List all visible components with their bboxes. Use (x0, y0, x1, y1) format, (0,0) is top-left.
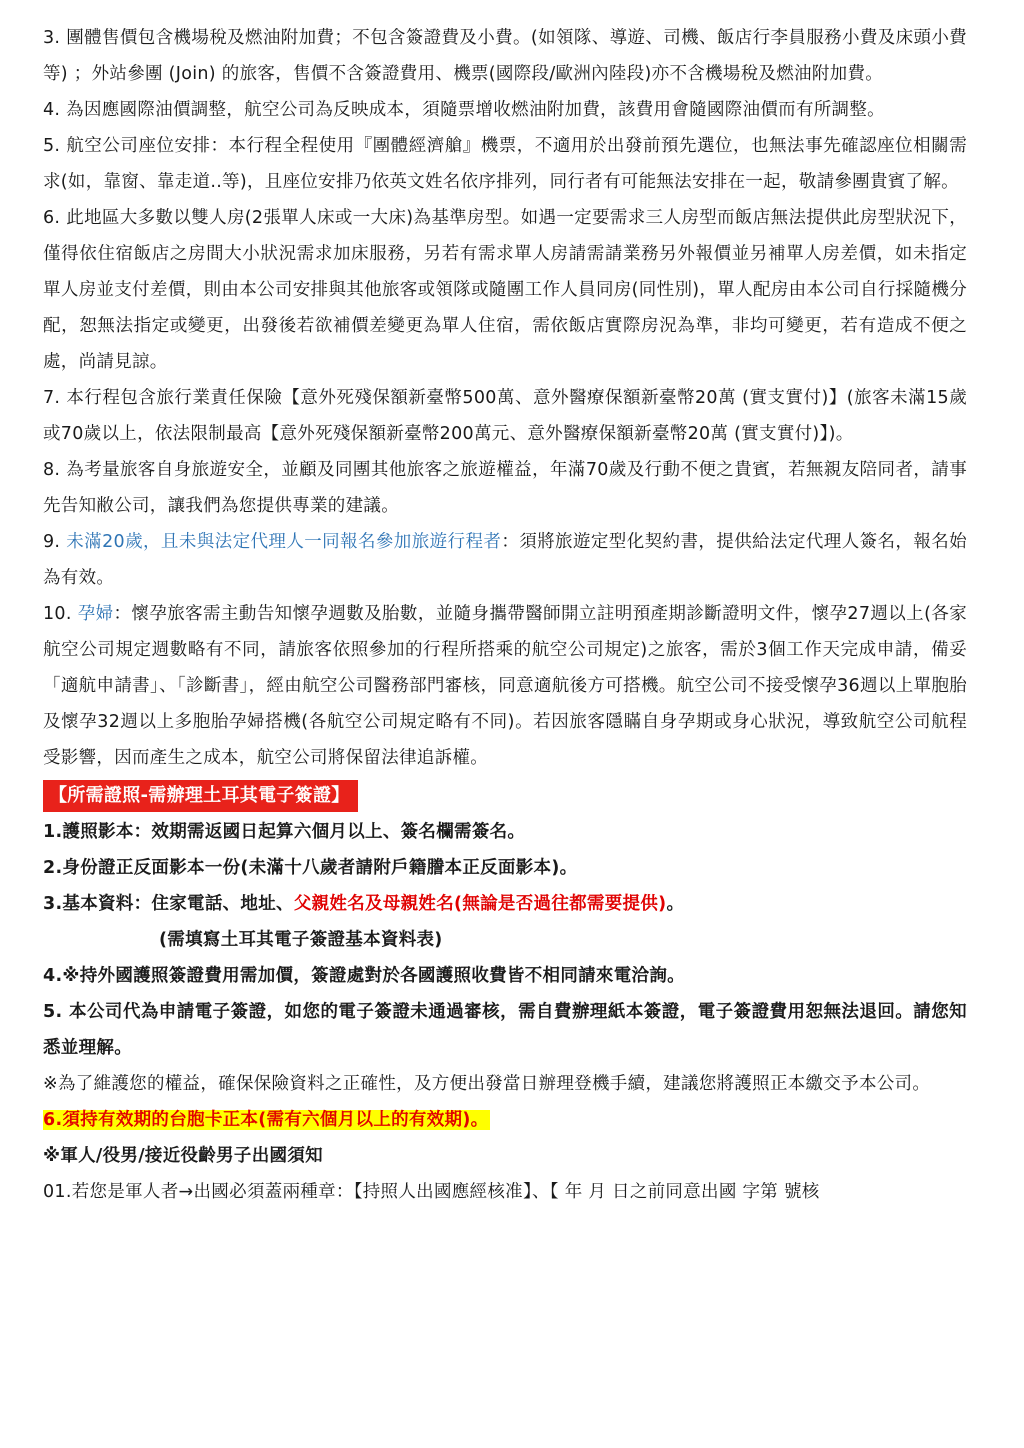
visa-item-3 (43, 886, 967, 922)
note-9-number: 9. (43, 532, 67, 552)
note-3: 3. 團體售價包含機場稅及燃油附加費；不包含簽證費及小費。(如領隊、導遊、司機、飯店行李員服務小費及床頭小費等) ；外站參團 (Join) 的旅客，售價不含簽證費用、機票(國際段/歐洲內陸段)亦不含機場稅及燃油附加費。 (43, 28, 967, 84)
military-title: ※軍人/役男/接近役齡男子出國須知 (43, 1146, 323, 1166)
visa-item-5: 5. 本公司代為申請電子簽證，如您的電子簽證未通過審核，需自費辦理紙本簽證，電子簽證費用恕無法退回。請您知悉並理解。 (43, 1002, 967, 1058)
visa-section-banner: 【所需證照-需辦理土耳其電子簽證】 (43, 780, 358, 812)
note-10-number: 10. (43, 604, 78, 624)
military-item-01: 01.若您是軍人者→出國必須蓋兩種章：【持照人出國應經核准】、【 年 月 日之前同意出國 字第 號核 (43, 1182, 820, 1202)
note-9-minor-condition: 未滿20歲，且未與法定代理人一同報名參加旅遊行程者 (66, 532, 502, 552)
visa-item-6 (43, 1102, 967, 1138)
note-7: 7. 本行程包含旅行業責任保險【意外死殘保額新臺幣500萬、意外醫療保額新臺幣20萬 (實支實付)】(旅客未滿15歲或70歲以上，依法限制最高【意外死殘保額新臺幣200萬元、意外醫療保額新臺幣20萬 (實支實付)】)。 (43, 388, 967, 444)
visa-item-3-sub: (需填寫土耳其電子簽證基本資料表) (159, 930, 443, 950)
note-8: 8. 為考量旅客自身旅遊安全，並顧及同團其他旅客之旅遊權益，年滿70歲及行動不便之貴賓，若無親友陪同者，請事先告知敝公司，讓我們為您提供專業的建議。 (43, 460, 967, 516)
note-4: 4. 為因應國際油價調整，航空公司為反映成本，須隨票增收燃油附加費，該費用會隨國際油價而有所調整。 (43, 100, 885, 120)
visa-item-1: 1.護照影本：效期需返國日起算六個月以上、簽名欄需簽名。 (43, 822, 526, 842)
passport-note: ※為了維護您的權益，確保保險資料之正確性，及方便出發當日辦理登機手續，建議您將護照正本繳交予本公司。 (43, 1074, 931, 1094)
visa-item-2: 2.身份證正反面影本一份(未滿十八歲者請附戶籍謄本正反面影本)。 (43, 858, 578, 878)
note-5: 5. 航空公司座位安排：本行程全程使用『團體經濟艙』機票，不適用於出發前預先選位，也無法事先確認座位相關需求(如，靠窗、靠走道..等)，且座位安排乃依英文姓名依序排列，同行者有可能無法安排在一起，敬請參團貴賓了解。 (43, 136, 967, 192)
visa-item-3-suffix: 。 (666, 894, 685, 914)
visa-item-6-highlight: 6.須持有效期的台胞卡正本(需有六個月以上的有效期)。 (43, 1110, 489, 1130)
note-10 (43, 596, 967, 776)
note-10-text: ：懷孕旅客需主動告知懷孕週數及胎數，並隨身攜帶醫師開立註明預產期診斷證明文件，懷孕27週以上(各家航空公司規定週數略有不同，請旅客依照參加的行程所搭乘的航空公司規定)之旅客，需於3個工作天完成申請，備妥「適航申請書」、「診斷書」，經由航空公司醫務部門審核，同意適航後方可搭機。航空公司不接受懷孕36週以上單胞胎及懷孕32週以上多胞胎孕婦搭機(各航空公司規定略有不同)。若因旅客隱瞞自身孕期或身心狀況，導致航空公司航程受影響，因而產生之成本，航空公司將保留法律追訴權。 (43, 604, 968, 768)
visa-item-3-text: 3.基本資料：住家電話、地址、 (43, 894, 294, 914)
document-page (43, 20, 967, 1210)
note-9-text: ：須將旅遊定型化契約書，提供給法定代理人簽名，報名始為有效。 (43, 532, 967, 588)
note-10-pregnancy-label: 孕婦 (77, 604, 114, 624)
note-9 (43, 524, 967, 596)
note-6: 6. 此地區大多數以雙人房(2張單人床或一大床)為基準房型。如遇一定要需求三人房型而飯店無法提供此房型狀況下，僅得依住宿飯店之房間大小狀況需求加床服務，另若有需求單人房請需請業務另外報價並另補單人房差價，如未指定單人房並支付差價，則由本公司安排與其他旅客或領隊或隨團工作人員同房(同性別)，單人配房由本公司自行採隨機分配，恕無法指定或變更，出發後若欲補價差變更為單人住宿，需依飯店實際房況為準，非均可變更，若有造成不便之處，尚請見諒。 (43, 208, 967, 372)
visa-item-3-parents-names: 父親姓名及母親姓名(無論是否過往都需要提供) (293, 894, 667, 914)
visa-item-4: 4.※持外國護照簽證費用需加價，簽證處對於各國護照收費皆不相同請來電洽詢。 (43, 966, 685, 986)
